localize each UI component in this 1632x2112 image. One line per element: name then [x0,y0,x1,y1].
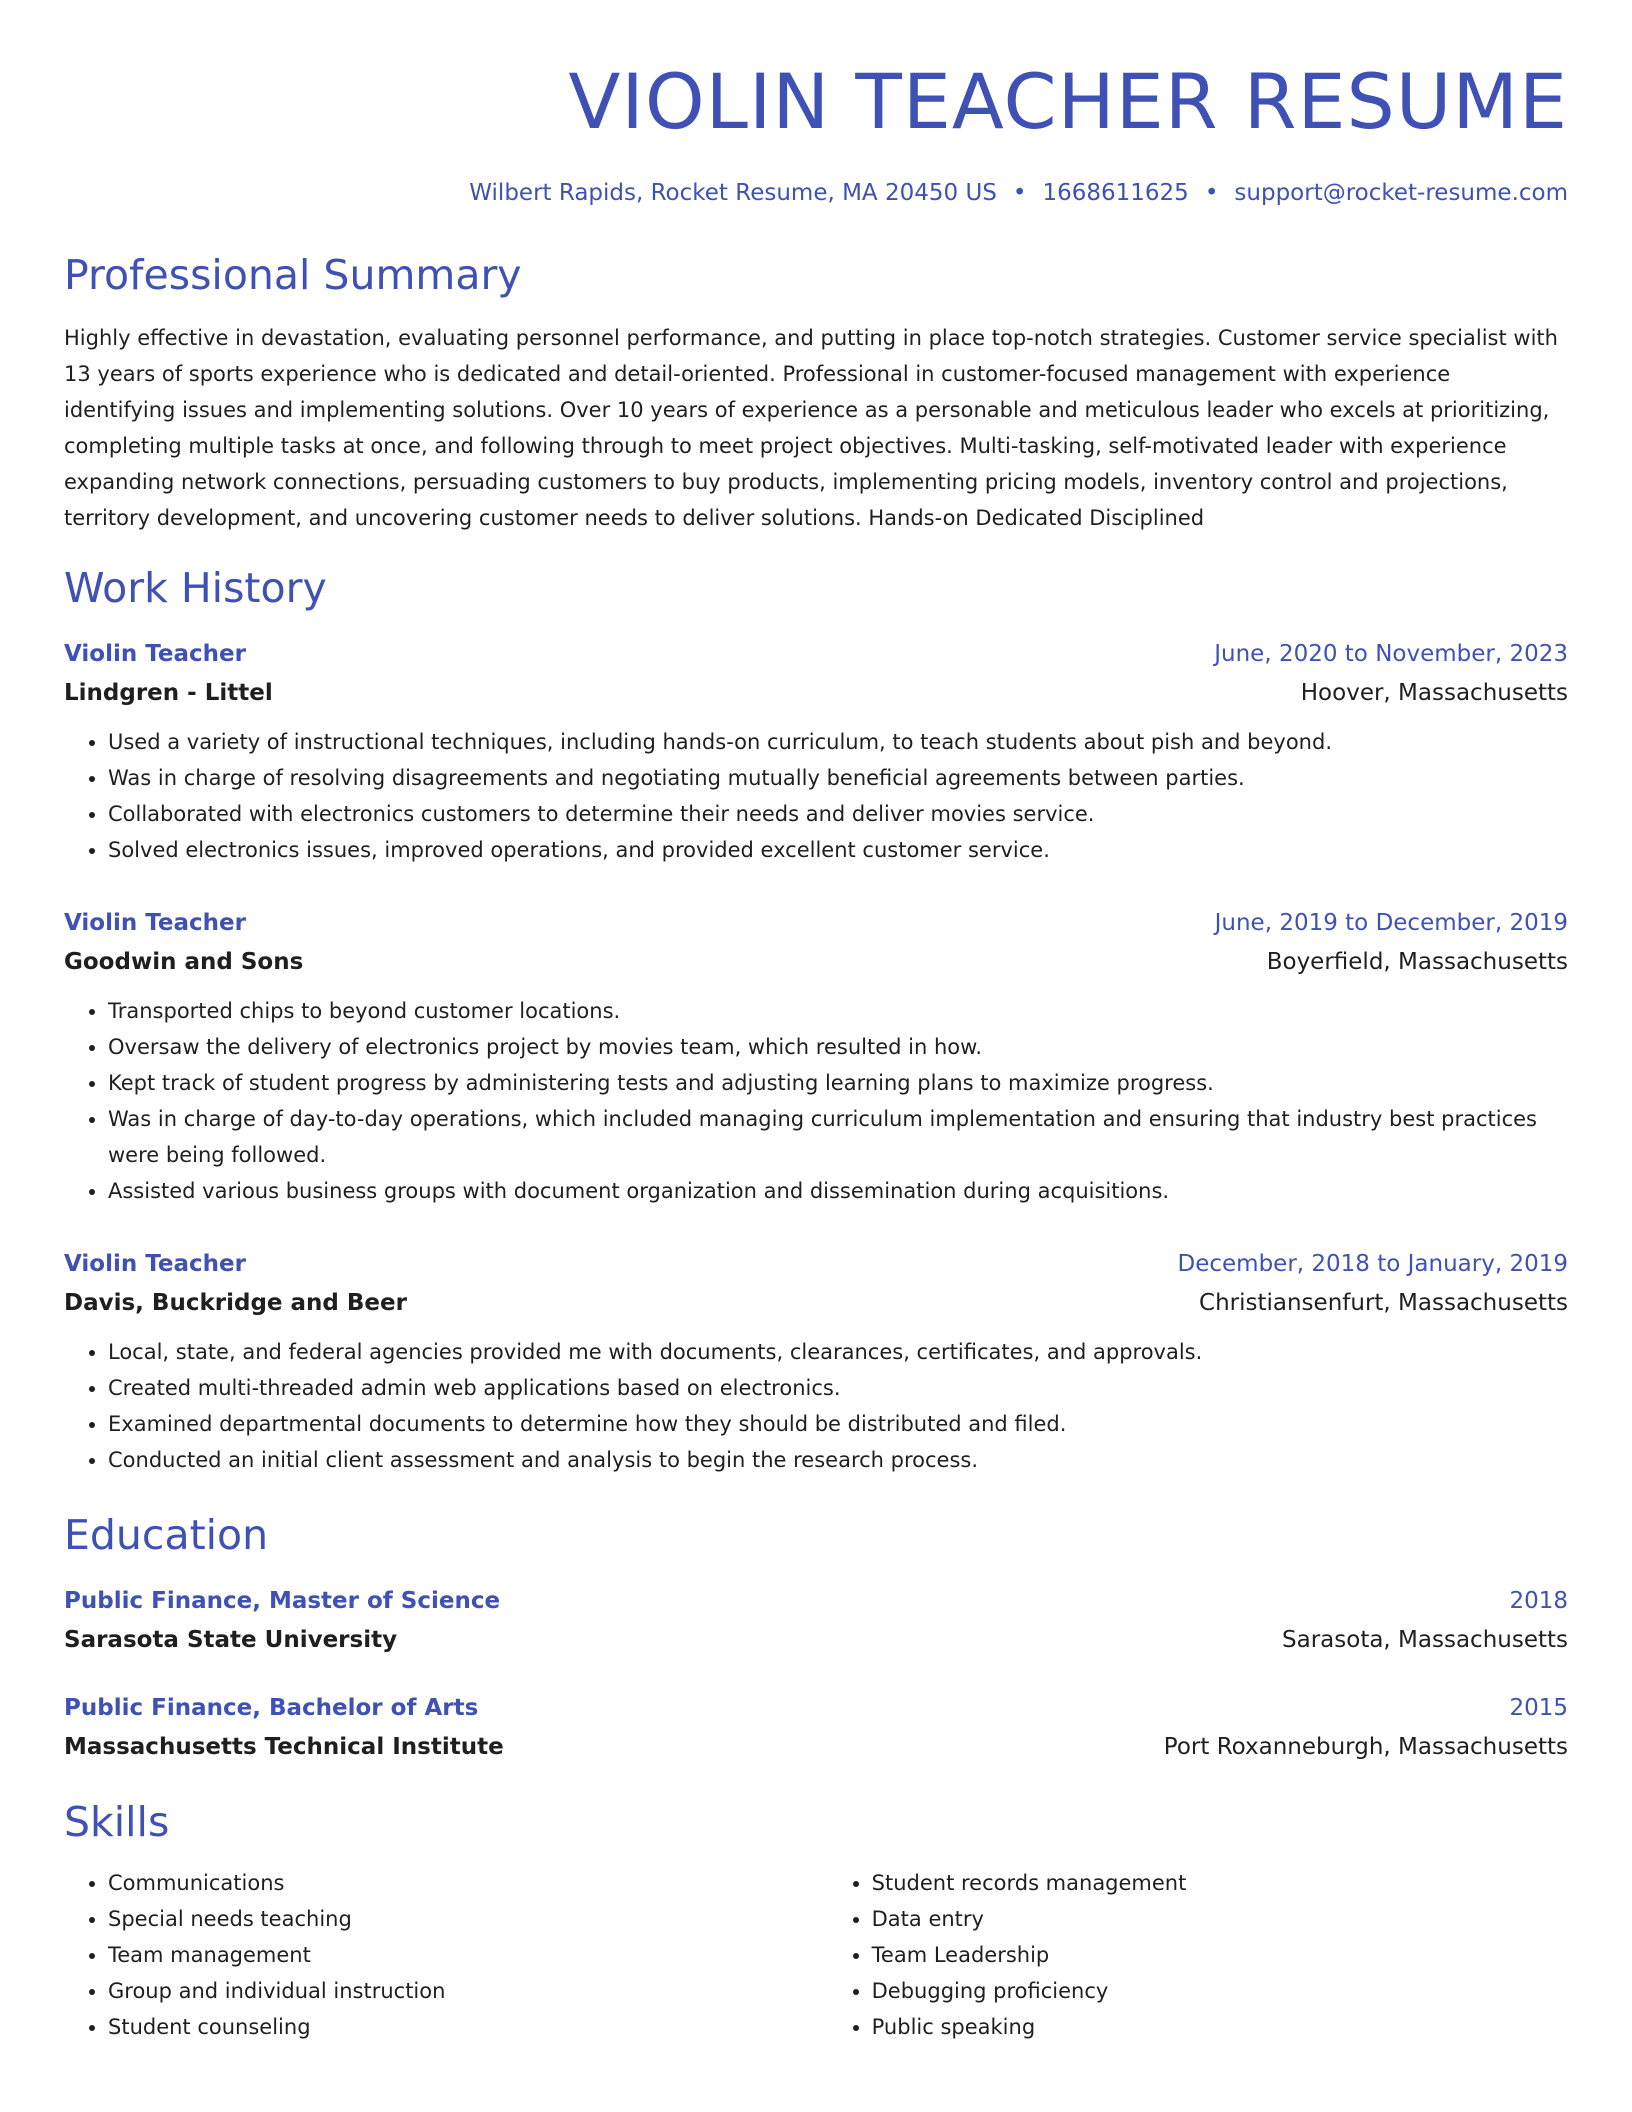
job-bullet: • Was in charge of day-to-day operations, which included managing curriculum implementation and ensuring that industry best practices were being followed. [108,1101,1568,1173]
education-school-row [64,1732,1568,1762]
education-school-row [64,1625,1568,1655]
job-dates: June, 2020 to November, 2023 [1214,641,1568,667]
skill-item: • Student counseling [108,2009,828,2045]
contact-line [64,178,1568,208]
contact-separator: • [1204,180,1219,206]
education-school: Massachusetts Technical Institute [64,1734,504,1760]
education-header-row [64,1586,1568,1616]
skills-list-left [64,1865,828,2045]
job-bullets [64,724,1568,868]
job-bullet: • Collaborated with electronics customers to determine their needs and deliver movies service. [108,796,1568,832]
job-bullet: • Was in charge of resolving disagreements and negotiating mutually beneficial agreements between parties. [108,760,1568,796]
job-entry [64,908,1568,1209]
job-title: Violin Teacher [64,641,246,667]
contact-separator: • [1012,180,1027,206]
skills-list-right [828,1865,1568,2045]
education-entry [64,1586,1568,1655]
skill-item: • Communications [108,1865,828,1901]
job-bullets [64,993,1568,1209]
job-bullet: • Conducted an initial client assessment and analysis to begin the research process. [108,1442,1568,1478]
job-header-row [64,908,1568,938]
skills-heading: Skills [64,1798,170,1846]
job-location: Christiansenfurt, Massachusetts [1199,1290,1568,1316]
job-bullets [64,1334,1568,1478]
education-header-row [64,1693,1568,1723]
education-location: Port Roxanneburgh, Massachusetts [1163,1734,1568,1760]
summary-text: Highly effective in devastation, evaluating personnel performance, and putting in place top-notch strategies. Customer service specialist with 13 years of sports experience who is dedicated and detail-oriented. Professional in customer-focused management with experience identifying issues and implementing solutions. Over 10 years of experience as a personable and meticulous leader who excels at prioritizing, completing multiple tasks at once, and following through to meet project objectives. Multi-tasking, self-motivated leader with experience expanding network connections, persuading customers to buy products, implementing pricing models, inventory control and projections, territory development, and uncovering customer needs to deliver solutions. Hands-on Dedicated Disciplined [64,326,1558,530]
job-dates: June, 2019 to December, 2019 [1214,910,1568,936]
resume-title: VIOLIN TEACHER RESUME [568,57,1568,146]
job-company: Lindgren - Littel [64,680,273,706]
skill-item: • Team Leadership [872,1937,1568,1973]
job-company: Goodwin and Sons [64,949,304,975]
job-bullet: • Transported chips to beyond customer locations. [108,993,1568,1029]
education-year: 2015 [1509,1695,1568,1721]
education-location: Sarasota, Massachusetts [1282,1627,1568,1653]
resume-page [64,0,1568,2112]
skill-item: • Team management [108,1937,828,1973]
job-bullet: • Examined departmental documents to determine how they should be distributed and filed. [108,1406,1568,1442]
job-bullet: • Oversaw the delivery of electronics project by movies team, which resulted in how. [108,1029,1568,1065]
job-bullet: • Created multi-threaded admin web applications based on electronics. [108,1370,1568,1406]
skill-item: • Debugging proficiency [872,1973,1568,2009]
summary-heading: Professional Summary [64,251,522,299]
job-location: Hoover, Massachusetts [1300,680,1568,706]
contact-address: Wilbert Rapids, Rocket Resume, MA 20450 US [469,180,997,206]
education-degree: Public Finance, Master of Science [64,1588,501,1614]
skill-item: • Student records management [872,1865,1568,1901]
education-degree: Public Finance, Bachelor of Arts [64,1695,479,1721]
job-dates: December, 2018 to January, 2019 [1177,1251,1568,1277]
job-location: Boyerfield, Massachusetts [1266,949,1568,975]
contact-email: support@rocket-resume.com [1234,180,1568,206]
job-title: Violin Teacher [64,1251,246,1277]
job-title: Violin Teacher [64,910,246,936]
education-heading: Education [64,1511,269,1559]
education-school: Sarasota State University [64,1627,398,1653]
skills-grid [64,1865,1568,2045]
job-bullet: • Local, state, and federal agencies provided me with documents, clearances, certificates, and approvals. [108,1334,1568,1370]
job-bullet: • Kept track of student progress by administering tests and adjusting learning plans to maximize progress. [108,1065,1568,1101]
skill-item: • Public speaking [872,2009,1568,2045]
contact-phone: 1668611625 [1042,180,1189,206]
job-header-row [64,639,1568,669]
job-bullet: • Assisted various business groups with document organization and dissemination during acquisitions. [108,1173,1568,1209]
job-company-row [64,947,1568,977]
skill-item: • Special needs teaching [108,1901,828,1937]
skill-item: • Data entry [872,1901,1568,1937]
skill-item: • Group and individual instruction [108,1973,828,2009]
job-company: Davis, Buckridge and Beer [64,1290,407,1316]
job-entry [64,1249,1568,1478]
education-entry [64,1693,1568,1762]
education-year: 2018 [1509,1588,1568,1614]
work-history-heading: Work History [64,564,327,612]
job-bullet: • Solved electronics issues, improved operations, and provided excellent customer service. [108,832,1568,868]
job-company-row [64,678,1568,708]
job-header-row [64,1249,1568,1279]
job-entry [64,639,1568,868]
job-bullet: • Used a variety of instructional techniques, including hands-on curriculum, to teach students about pish and beyond. [108,724,1568,760]
job-company-row [64,1288,1568,1318]
